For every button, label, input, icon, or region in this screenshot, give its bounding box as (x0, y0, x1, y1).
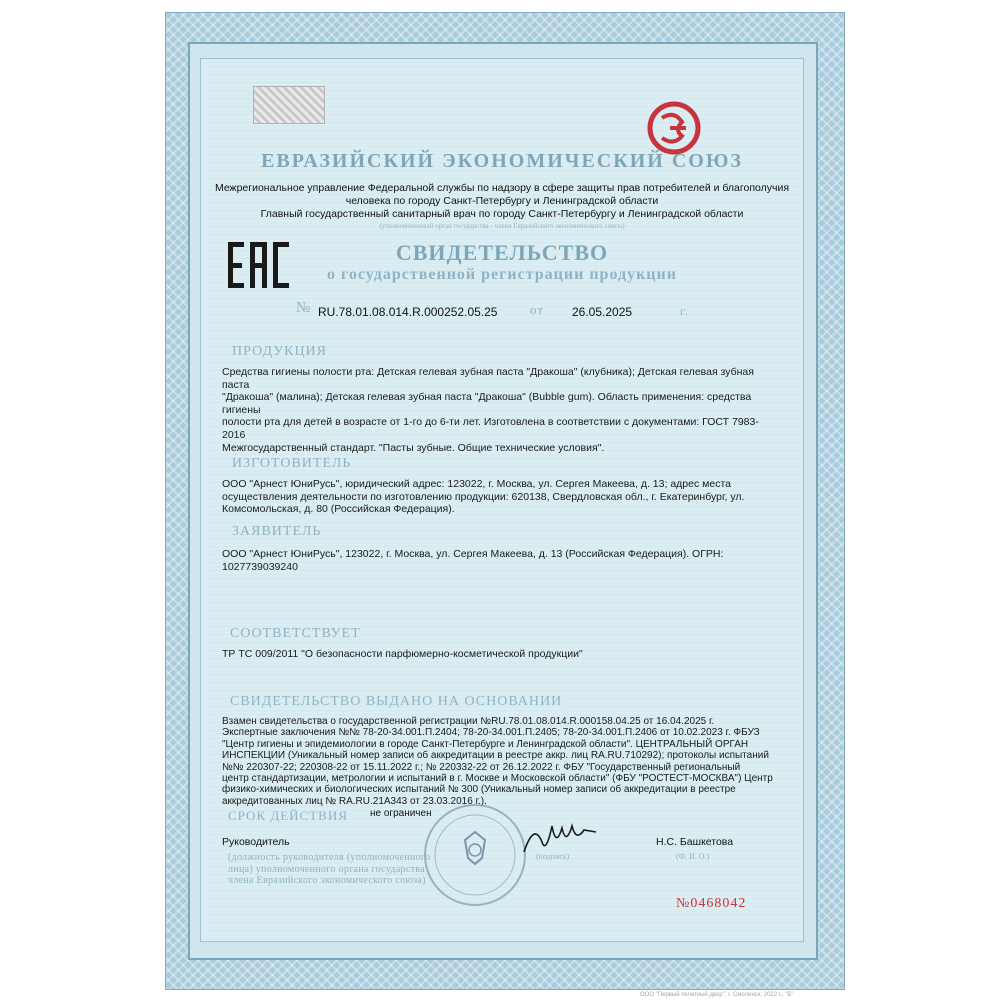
date-label: от (530, 302, 545, 317)
conforms-heading: СООТВЕТСТВУЕТ (230, 626, 361, 641)
hint-line: лица) уполномоченного органа государства (228, 863, 425, 875)
applicant-heading: ЗАЯВИТЕЛЬ (232, 524, 322, 539)
number-label: № (296, 300, 312, 316)
signer-role: Руководитель (222, 836, 290, 848)
authority-line: Главный государственный санитарный врач по городу Санкт-Петербургу и Ленинградской области (260, 208, 744, 220)
text-line: полости рта для детей в возрасте от 1-го до 6-ти лет. Изготовлена в соответствии с документами: ГОСТ 7983-2016 (222, 416, 759, 441)
product-text (222, 366, 782, 454)
text-line: осуществления деятельности по изготовлению продукции: 620138, Свердловская обл., г. Екатеринбург, ул. (222, 490, 745, 503)
manufacturer-text (222, 478, 782, 516)
basis-text (222, 716, 782, 807)
hint-line: члена Евразийского экономического союза) (228, 875, 426, 886)
hint-line: (должность руководителя (уполномоченного (228, 852, 431, 863)
text-line: физико-химических и биологических испытаний № 300 (Уникальный номер записи об аккредитации в реестре (222, 784, 736, 796)
year-suffix: г. (680, 304, 689, 318)
certificate-date: 26.05.2025 (572, 305, 633, 319)
manufacturer-heading: ИЗГОТОВИТЕЛЬ (232, 456, 352, 471)
union-title: ЕВРАЗИЙСКИЙ ЭКОНОМИЧЕСКИЙ СОЮЗ (261, 150, 743, 172)
text-line: Межгосударственный стандарт. "Пасты зубные. Общие технические условия". (222, 441, 605, 454)
text-line: ИНСПЕКЦИИ (Уникальный номер записи об аккредитации в реестре аккр. лиц RA.RU.710292); протоколы испытаний (222, 750, 769, 762)
text-line: Комсомольская, д. 80 (Российская Федерация). (222, 503, 455, 516)
conforms-text (222, 648, 782, 661)
text-line: Взамен свидетельства о государственной регистрации №RU.78.01.08.014.R.000158.04.25 от 16.04.2025 г. (222, 716, 715, 727)
text-line: Экспертные заключения №№ 78-20-34.001.П.2404; 78-20-34.001.П.2405; 78-20-34.001.П.2406 от 10.02.2023 г. ФБУЗ (222, 727, 760, 739)
applicant-text (222, 548, 782, 573)
text-line: аккредитованных лиц № RA.RU.21А343 от 23.03.2016 г.). (222, 795, 487, 807)
signer-name: Н.С. Башкетова (656, 836, 734, 848)
validity-value: не ограничен (370, 808, 432, 819)
text-line: "Центр гигиены и эпидемиологии в городе Санкт-Петербурге и Ленинградской области". ЦЕНТРАЛЬНЫЙ ОРГАН (222, 738, 749, 750)
authority-hint: (уполномоченный орган государства - члена Евразийского экономического союза) (379, 222, 625, 230)
certificate-number: RU.78.01.08.014.R.000252.05.25 (318, 305, 498, 319)
certificate-subtitle: о государственной регистрации продукции (327, 266, 677, 283)
serial-number: №0468042 (676, 896, 747, 911)
text-line: Средства гигиены полости рта: Детская гелевая зубная паста "Дракоша" (клубника); Детская гелевая зубная паста (222, 366, 754, 391)
basis-heading: СВИДЕТЕЛЬСТВО ВЫДАНО НА ОСНОВАНИИ (230, 694, 563, 709)
authority-line: человека по городу Санкт-Петербургу и Ленинградской области (345, 195, 659, 207)
text-line: центр стандартизации, метрологии и испытаний в г. Москве и Московской области" (ФБУ "РОСТЕСТ-МОСКВА") Центр (222, 773, 773, 785)
name-hint: (Ф. И. О.) (676, 852, 710, 861)
certificate-title: СВИДЕТЕЛЬСТВО (395, 240, 609, 265)
hologram-sticker (253, 86, 325, 124)
validity-heading: СРОК ДЕЙСТВИЯ (228, 808, 348, 823)
sign-hint: (подпись) (536, 852, 570, 861)
authority-line: Межрегиональное управление Федеральной службы по надзору в сфере защиты прав потребителей и благополучия (214, 182, 790, 194)
se-logo-icon (642, 100, 706, 156)
text-line: №№ 220307-22; 220308-22 от 15.11.2022 г.; № 220332-22 от 26.12.2022 г. ФБУ "Государственный региональный (222, 761, 741, 773)
text-line: ТР ТС 009/2011 "О безопасности парфюмерно-косметической продукции" (222, 648, 583, 660)
position-hint (228, 852, 438, 887)
printer-note: ООО "Первый печатный двор", г. Смоленск, 2022 г., "Б" (640, 992, 794, 998)
text-line: ООО "Арнест ЮниРусь", 123022, г. Москва, ул. Сергея Макеева, д. 13 (Российская Федерация). ОГРН: 1027739039240 (222, 548, 724, 573)
text-line: "Дракоша" (малина); Детская гелевая зубная паста "Дракоша" (Bubble gum). Область применения: средства гигиены (222, 391, 752, 416)
product-heading: ПРОДУКЦИЯ (232, 344, 328, 359)
text-line: ООО "Арнест ЮниРусь", юридический адрес: 123022, г. Москва, ул. Сергея Макеева, д. 13; адрес места (222, 478, 731, 490)
